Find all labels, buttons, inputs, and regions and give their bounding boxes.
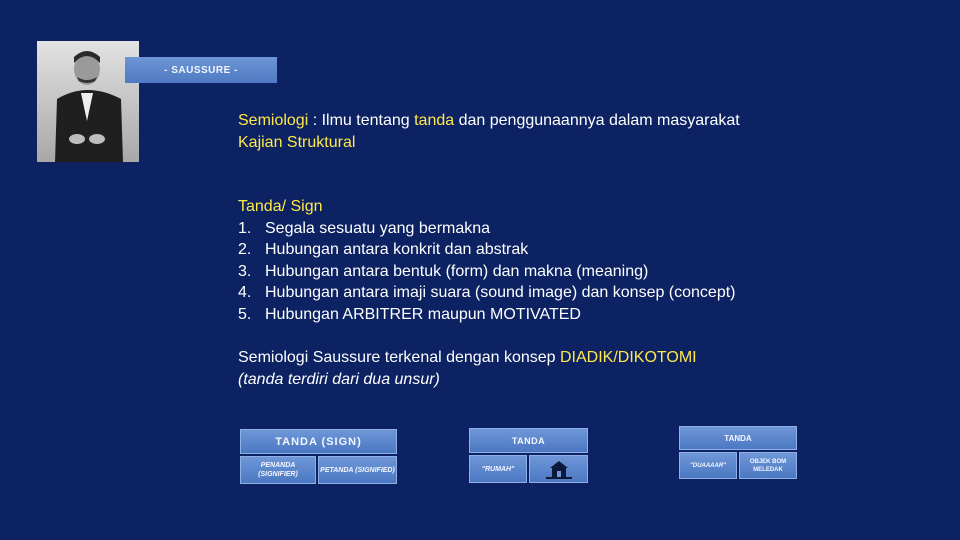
diagram-top: TANDA (SIGN) <box>240 429 397 454</box>
house-diagram <box>469 428 588 483</box>
conclusion-line <box>238 347 878 369</box>
bomb-diagram <box>679 426 797 479</box>
name-banner: - SAUSSURE - <box>125 57 277 83</box>
conclusion-text: Semiologi Saussure terkenal dengan konsep <box>238 349 560 366</box>
definition-term: Semiologi <box>238 112 309 129</box>
house-icon <box>529 455 588 483</box>
diagram-right: PETANDA (SIGNIFIED) <box>318 456 397 484</box>
list-item: 4. Hubungan antara imaji suara (sound image) dan konsep (concept) <box>238 284 736 301</box>
list-item: 1. Segala sesuatu yang bermakna <box>238 219 491 237</box>
sign-heading: Tanda/ Sign <box>238 198 323 215</box>
diagram-left: PENANDA (SIGNIFIER) <box>240 456 316 484</box>
list-item: 2. Hubungan antara konkrit dan abstrak <box>238 241 529 258</box>
diagram-top: TANDA <box>469 428 588 453</box>
slide-content <box>238 110 878 390</box>
sign-diagram <box>240 429 397 484</box>
diagram-left: "DUAAAAR" <box>679 452 737 479</box>
diagram-top: TANDA <box>679 426 797 450</box>
definition-highlight: tanda <box>414 112 455 129</box>
definition-rest: dan penggunaannya dalam masyarakat <box>454 112 740 129</box>
conclusion-highlight: DIADIK/DIKOTOMI <box>559 349 697 366</box>
definition-subtitle: Kajian Struktural <box>238 133 356 151</box>
list-item: 3. Hubungan antara bentuk (form) dan makna (meaning) <box>238 262 649 280</box>
definition-line <box>238 110 878 132</box>
diagram-right: OBJEK BOM MELEDAK <box>739 452 797 479</box>
diagram-left: "RUMAH" <box>469 455 527 483</box>
list-item: 5. Hubungan ARBITRER maupun MOTIVATED <box>238 305 581 323</box>
conclusion-note: (tanda terdiri dari dua unsur) <box>238 370 440 388</box>
definition-sep: : Ilmu tentang <box>308 112 415 129</box>
saussure-portrait <box>37 41 139 162</box>
